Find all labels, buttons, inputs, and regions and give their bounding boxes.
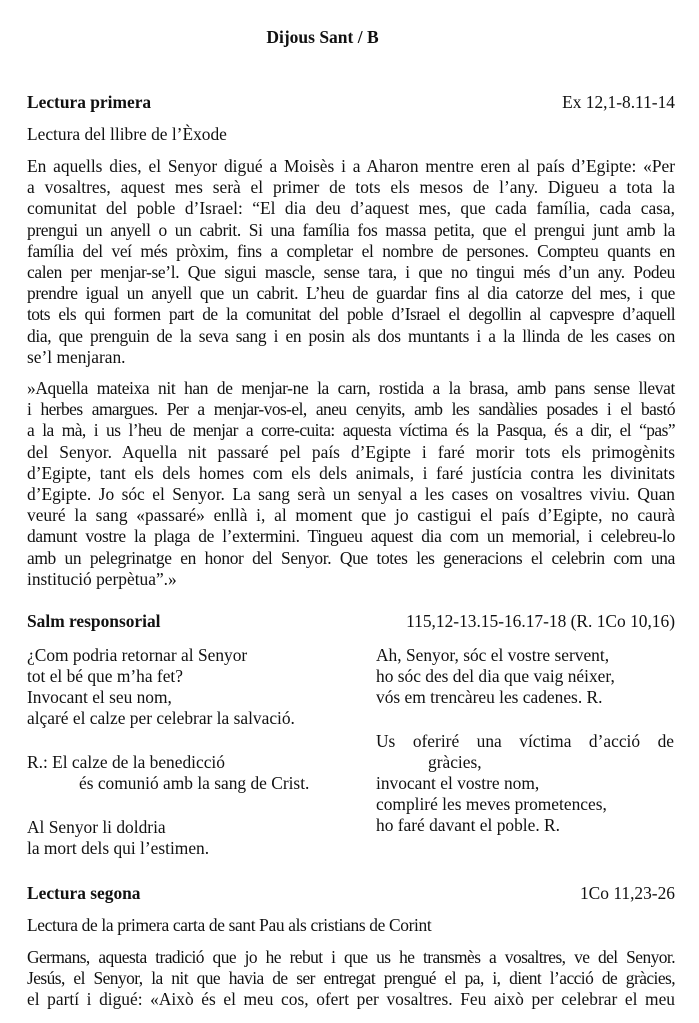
response-line: R.: El calze de la benedicció bbox=[27, 752, 225, 772]
text-line: veuré la sang «passaré» enllà i, al moment que jo castigui el país d’Egipte, no caurà bbox=[27, 505, 675, 526]
second-reading-paragraph-1 bbox=[27, 947, 675, 1011]
text-line: calen per menjar-se’l. Que sigui mascle, sense tara, i que no tingui més d’un any. Podeu bbox=[27, 262, 675, 283]
psalm-reference: 115,12-13.15-16.17-18 (R. 1Co 10,16) bbox=[406, 611, 675, 631]
verse-line: ¿Com podria retornar al Senyor bbox=[27, 645, 248, 665]
verse-line: tot el bé que m’ha fet? bbox=[27, 666, 183, 686]
text-line: damunt vostre la plaga de l’extermini. Tingueu aquest dia com un memorial, i celebreu-lo bbox=[27, 526, 675, 547]
text-line: prendre igual un anyell que un cabrit. L’heu de guardar fins al dia catorze del mes, i que bbox=[27, 283, 675, 304]
psalm-left-stanza-2 bbox=[27, 817, 209, 859]
text-line: d’Egipte. Jo sóc el Senyor. La sang serà un senyal a les cases on vosaltres viviu. Quan bbox=[27, 484, 675, 505]
first-reading-paragraph-2 bbox=[27, 378, 675, 590]
text-line: institució perpètua”.» bbox=[27, 568, 177, 589]
first-reading-paragraph-1 bbox=[27, 156, 675, 368]
verse-line: vós em trencàreu les cadenes. R. bbox=[376, 687, 603, 707]
psalm-header bbox=[27, 611, 675, 632]
verse-line: ho faré davant el poble. R. bbox=[376, 815, 560, 835]
text-line: comunitat del poble d’Israel: “El dia deu d’aquest mes, que cada família, cada casa, bbox=[27, 198, 675, 219]
text-line: tots els qui formen part de la comunitat del poble d’Israel el degollin al capvespre d’aquell bbox=[27, 304, 675, 325]
psalm-response bbox=[27, 752, 309, 794]
psalm-right-stanza-2 bbox=[376, 731, 674, 836]
text-line: i herbes amargues. Per a menjar-vos-el, aneu cenyits, amb les sandàlies posades i el bastó bbox=[27, 399, 675, 420]
text-line: a la mà, i us l’heu de menjar a corre-cuita: aquesta víctima és la Pasqua, és a dir, el “pas” bbox=[27, 420, 675, 441]
text-line: Jesús, el Senyor, la nit que havia de ser entregat prengué el pa, i, dient l’acció de gràcies, bbox=[27, 968, 675, 989]
verse-line: Al Senyor li doldria bbox=[27, 817, 166, 837]
verse-line: la mort dels qui l’estimen. bbox=[27, 838, 210, 858]
text-line: a vosaltres, aquest mes serà el primer de tots els mesos de l’any. Digueu a tota la bbox=[27, 177, 675, 198]
text-line: Germans, aquesta tradició que jo he rebut i que us he transmès a vosaltres, ve del Senyor. bbox=[27, 947, 675, 967]
second-reading-heading: Lectura segona bbox=[27, 883, 141, 903]
text-line: família del veí més pròxim, fins a completar el nombre de persones. Compteu quants en bbox=[27, 240, 675, 261]
psalm-heading: Salm responsorial bbox=[27, 611, 161, 631]
first-reading-heading: Lectura primera bbox=[27, 92, 152, 112]
document-title: Dijous Sant / B bbox=[266, 27, 379, 47]
verse-line: Us oferiré una víctima d’acció de bbox=[376, 731, 674, 751]
text-line: dia, que prenguin de la seva sang i en posin als dos muntants i a la llinda de les cases on bbox=[27, 325, 675, 346]
second-reading-header bbox=[27, 883, 675, 904]
verse-line: Ah, Senyor, sóc el vostre servent, bbox=[376, 645, 610, 665]
text-line: En aquells dies, el Senyor digué a Moisès i a Aharon mentre eren al país d’Egipte: «Per bbox=[27, 156, 675, 176]
verse-line: invocant el vostre nom, bbox=[376, 773, 540, 793]
second-reading-reference: 1Co 11,23-26 bbox=[579, 883, 675, 903]
text-line: del Senyor. Aquella nit passaré pel país d’Egipte i faré morir tots els primogènits bbox=[27, 441, 675, 462]
text-line: prengui un anyell o un cabrit. Si una família fos massa petita, que el prengui junt amb la bbox=[27, 219, 675, 240]
text-line: se’l menjaran. bbox=[27, 346, 126, 367]
psalm-left-stanza-1 bbox=[27, 645, 295, 729]
second-reading-intro: Lectura de la primera carta de sant Pau als cristians de Corint bbox=[27, 915, 432, 935]
text-line: »Aquella mateixa nit han de menjar-ne la carn, rostida a la brasa, amb pans sense llevat bbox=[27, 378, 675, 398]
text-line: d’Egipte, tant els dels homes com els dels animals, i faré justícia contra les divinitats bbox=[27, 462, 675, 483]
psalm-right-stanza-1 bbox=[376, 645, 615, 708]
response-line: és comunió amb la sang de Crist. bbox=[79, 773, 310, 793]
first-reading-header bbox=[27, 92, 675, 113]
verse-line: gràcies, bbox=[428, 752, 482, 772]
first-reading-intro: Lectura del llibre de l’Èxode bbox=[27, 124, 227, 144]
first-reading-reference: Ex 12,1-8.11-14 bbox=[562, 92, 675, 112]
text-line: amb un pelegrinatge en honor del Senyor. Que totes les generacions el celebrin com una bbox=[27, 547, 675, 568]
text-line: el partí i digué: «Això és el meu cos, ofert per vosaltres. Feu això per celebrar el meu bbox=[27, 989, 675, 1010]
verse-line: ho sóc des del dia que vaig néixer, bbox=[376, 666, 615, 686]
verse-line: compliré les meves prometences, bbox=[376, 794, 607, 814]
verse-line: alçaré el calze per celebrar la salvació. bbox=[27, 708, 295, 728]
verse-line: Invocant el seu nom, bbox=[27, 687, 172, 707]
